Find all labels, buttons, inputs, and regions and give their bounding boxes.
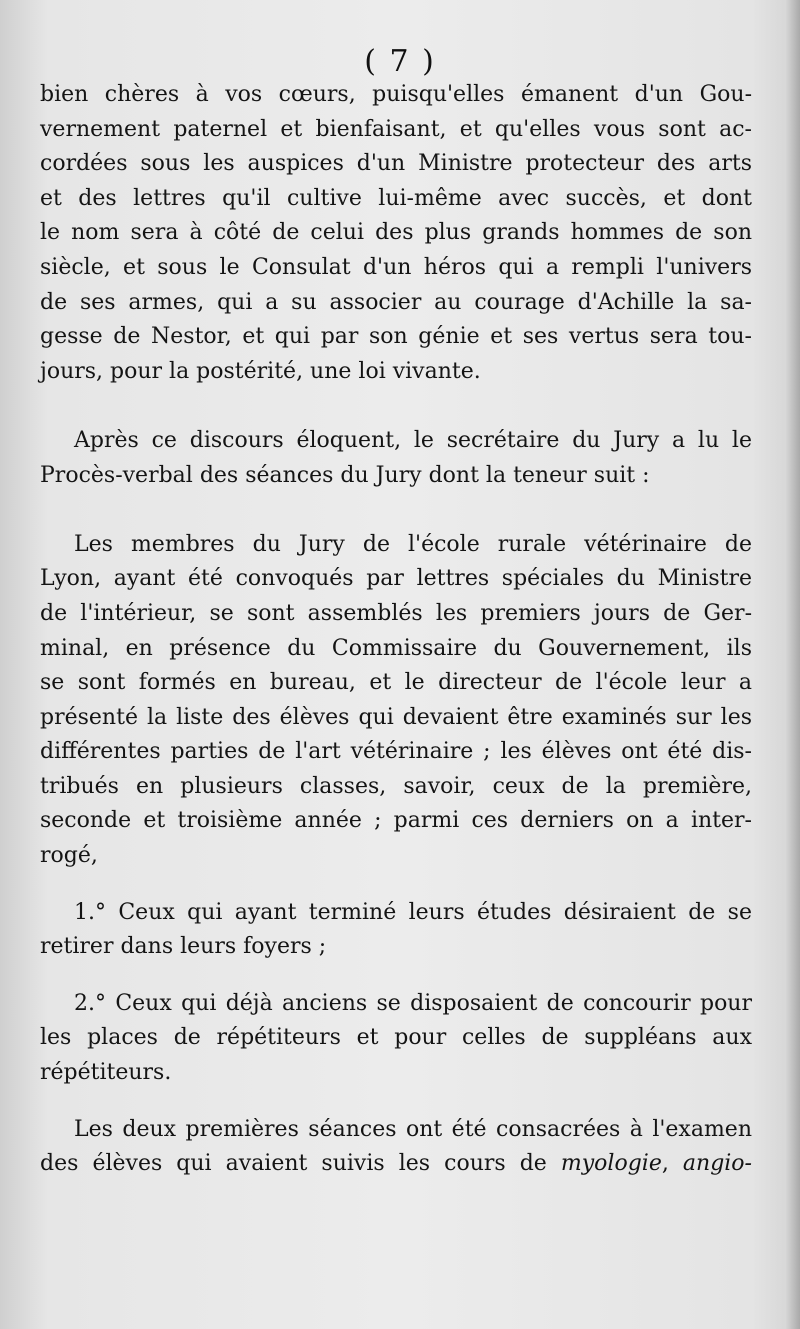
text-line: vernement paternel et bienfaisant, et qu'elles vous sont ac-	[40, 116, 752, 142]
text-run: ,	[661, 1151, 683, 1177]
text-run: des élèves qui avaient suivis les cours de	[40, 1151, 561, 1177]
text-line: minal, en présence du Commissaire du Gouvernement, ils	[40, 635, 752, 661]
text-line: de l'intérieur, se sont assemblés les premiers jours de Ger-	[40, 600, 752, 626]
text-line: présenté la liste des élèves qui devaient être examinés sur les	[40, 704, 752, 730]
text-line: retirer dans leurs foyers ;	[40, 934, 327, 960]
paragraph-gap	[40, 1091, 752, 1113]
body-text	[40, 78, 752, 1182]
text-line: différentes parties de l'art vétérinaire ; les élèves ont été dis-	[40, 739, 752, 765]
text-line: rogé,	[40, 843, 98, 869]
text-line: seconde et troisième année ; parmi ces derniers on a inter-	[40, 808, 752, 834]
text-line: Les membres du Jury de l'école rurale vétérinaire de	[74, 531, 752, 557]
paragraph-gap	[40, 389, 752, 424]
paragraph-gap	[40, 965, 752, 987]
text-line: Lyon, ayant été convoqués par lettres spéciales du Ministre	[40, 566, 752, 592]
text-line: le nom sera à côté de celui des plus grands hommes de son	[40, 220, 752, 246]
paragraph-gap	[40, 874, 752, 896]
text-line: 1.° Ceux qui ayant terminé leurs études désiraient de se	[74, 899, 752, 925]
text-line: tribués en plusieurs classes, savoir, ceux de la première,	[40, 773, 752, 799]
paragraph	[40, 528, 752, 874]
paragraph-gap	[40, 493, 752, 528]
text-line: et des lettres qu'il cultive lui-même avec succès, et dont	[40, 185, 752, 211]
text-line: Après ce discours éloquent, le secrétaire du Jury a lu le	[74, 427, 752, 453]
text-line-final	[40, 1147, 752, 1182]
paragraph	[40, 424, 752, 493]
text-line: cordées sous les auspices d'un Ministre protecteur des arts	[40, 151, 752, 177]
text-line: 2.° Ceux qui déjà anciens se disposaient de concourir pour	[74, 990, 752, 1016]
italic-term-myologie: myologie	[560, 1151, 662, 1177]
text-line: Les deux premières séances ont été consacrées à l'examen	[74, 1116, 752, 1142]
text-line: les places de répétiteurs et pour celles de suppléans aux	[40, 1025, 752, 1051]
page-gutter-shadow	[786, 0, 800, 1329]
text-line: siècle, et sous le Consulat d'un héros qui a rempli l'univers	[40, 254, 752, 280]
text-line: se sont formés en bureau, et le directeur de l'école leur a	[40, 670, 752, 696]
text-line: bien chères à vos cœurs, puisqu'elles émanent d'un Gou-	[40, 82, 752, 107]
page-number: ( 7 )	[364, 44, 436, 79]
text-line: répétiteurs.	[40, 1060, 172, 1086]
text-line: gesse de Nestor, et qui par son génie et ses vertus sera tou-	[40, 324, 752, 350]
text-line: Procès-verbal des séances du Jury dont la teneur suit :	[40, 462, 650, 488]
text-line: jours, pour la postérité, une loi vivante.	[40, 358, 481, 384]
italic-term-angio: angio-	[682, 1151, 752, 1177]
paragraph	[40, 1113, 752, 1182]
paragraph	[40, 987, 752, 1091]
text-line: de ses armes, qui a su associer au courage d'Achille la sa-	[40, 289, 752, 315]
paragraph	[40, 896, 752, 965]
paragraph	[40, 78, 752, 389]
